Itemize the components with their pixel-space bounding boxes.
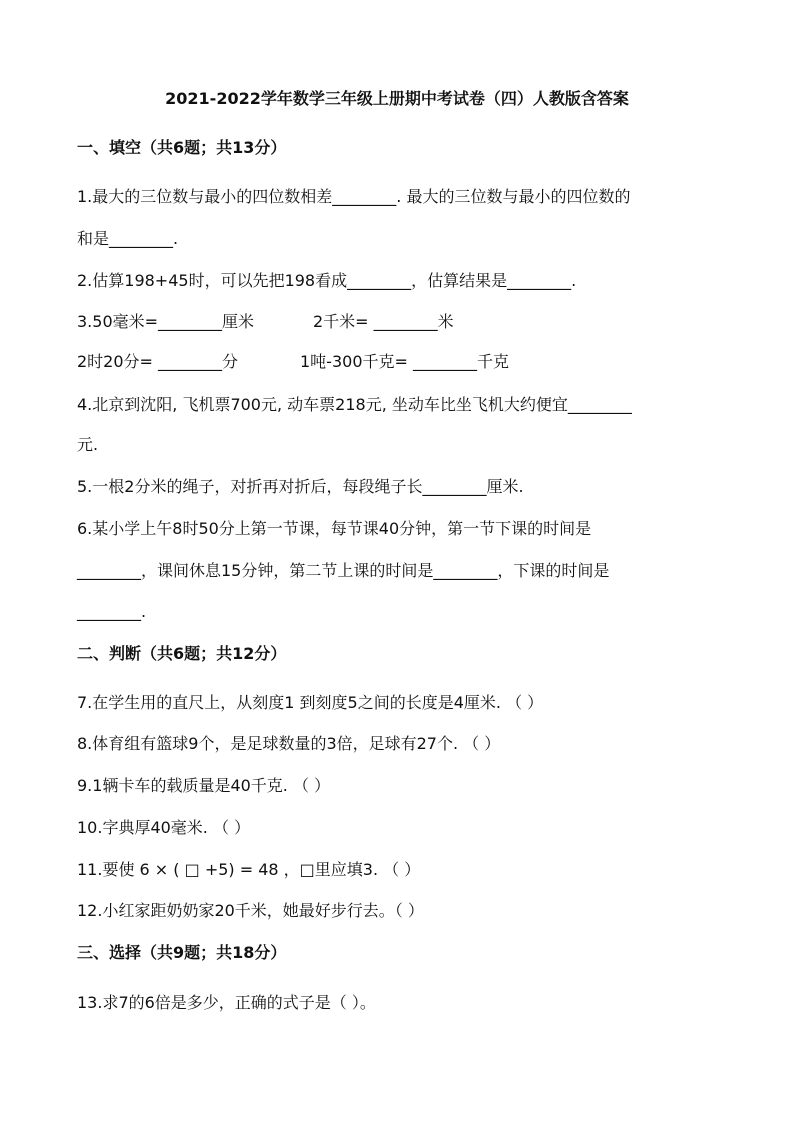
question-2: 2.估算198+45时，可以先把198看成________，估算结果是________. [77, 271, 577, 290]
page-title: 2021-2022学年数学三年级上册期中考试卷（四）人教版含答案 [165, 89, 629, 108]
question-4-line-1: 4.北京到沈阳, 飞机票700元, 动车票218元, 坐动车比坐飞机大约便宜________ [77, 395, 632, 414]
question-11: 11.要使 6 × ( □ +5) = 48 ，□里应填3. （ ） [77, 860, 421, 879]
question-8: 8.体育组有篮球9个，是足球数量的3倍，足球有27个. （ ） [77, 734, 501, 753]
question-6-line-2: ________，课间休息15分钟，第二节上课的时间是________，下课的时间是 [77, 561, 610, 580]
question-1-line-1: 1.最大的三位数与最小的四位数相差________. 最大的三位数与最小的四位数的 [77, 187, 631, 206]
question-3-part-b: 2千米= ________米 [313, 312, 454, 331]
question-3-part-d: 1吨-300千克= ________千克 [300, 352, 509, 371]
question-5: 5.一根2分米的绳子，对折再对折后，每段绳子长________厘米. [77, 477, 524, 496]
question-3-part-a: 3.50毫米=________厘米 [77, 312, 255, 331]
question-10: 10.字典厚40毫米. （ ） [77, 818, 251, 837]
question-6-line-3: ________. [77, 602, 147, 621]
question-1-line-2: 和是________. [77, 229, 179, 248]
question-12: 12.小红家距奶奶家20千米，她最好步行去。（ ） [77, 901, 424, 920]
question-9: 9.1辆卡车的载质量是40千克. （ ） [77, 776, 331, 795]
question-3-part-c: 2时20分= ________分 [77, 352, 239, 371]
section-heading-choice: 三、选择（共9题；共18分） [77, 943, 287, 962]
section-heading-fill-blank: 一、填空（共6题；共13分） [77, 138, 287, 157]
question-13: 13.求7的6倍是多少，正确的式子是（ ）。 [77, 993, 376, 1012]
question-7: 7.在学生用的直尺上，从刻度1 到刻度5之间的长度是4厘米. （ ） [77, 693, 544, 712]
section-heading-judgement: 二、判断（共6题；共12分） [77, 644, 287, 663]
question-6-line-1: 6.某小学上午8时50分上第一节课，每节课40分钟，第一节下课的时间是 [77, 519, 592, 538]
question-4-line-2: 元. [77, 435, 99, 454]
